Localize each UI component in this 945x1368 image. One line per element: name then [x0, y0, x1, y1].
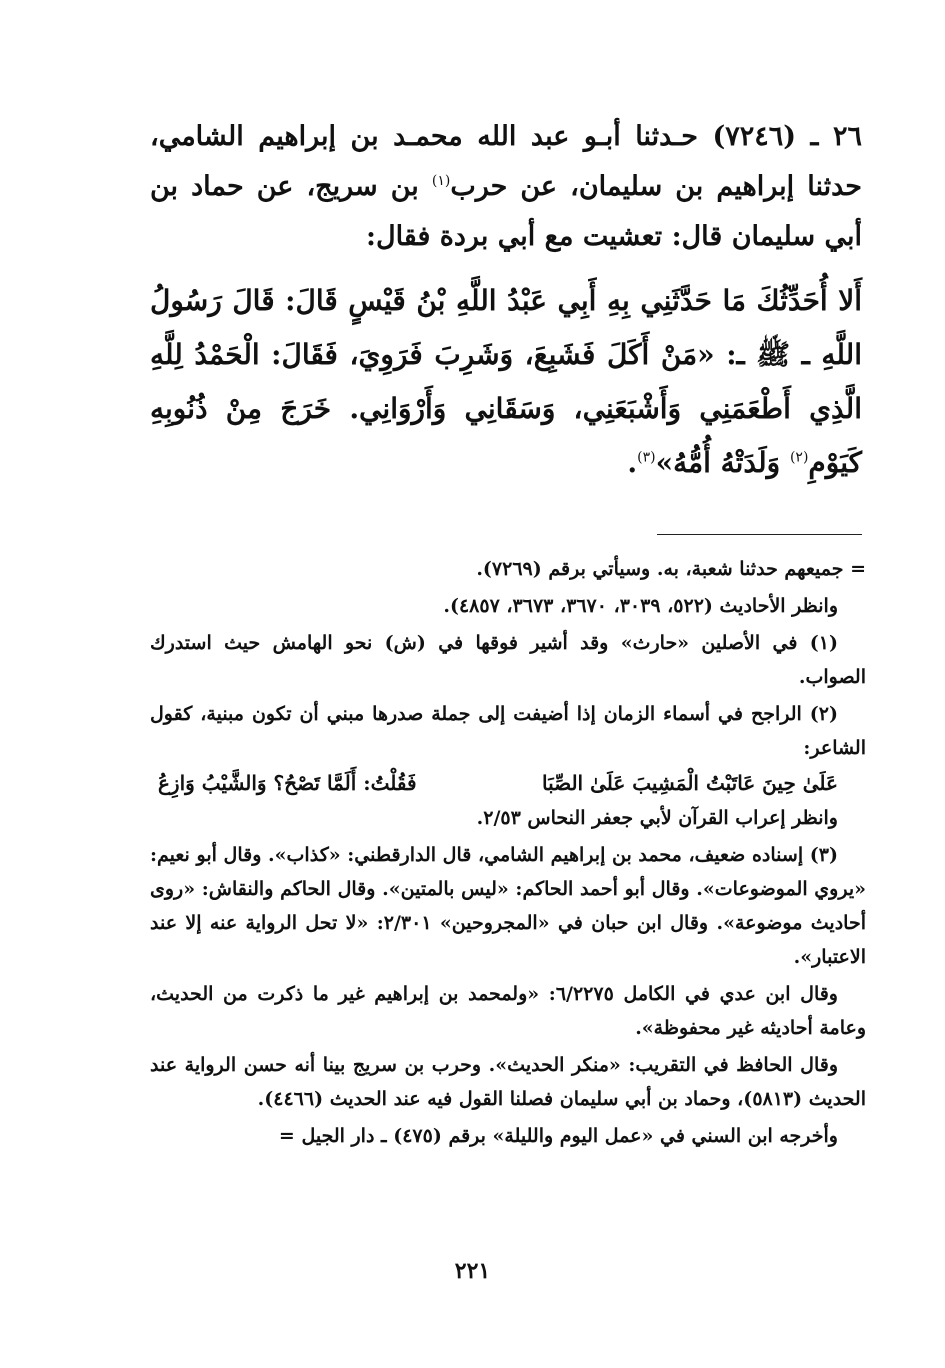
hadith-isnad: [150, 112, 862, 262]
footnote-3-ibn-sunni: وأخرجه ابن السني في «عمل اليوم والليلة» برقم (٤٧٥) ـ دار الجيل =: [278, 1125, 838, 1147]
isnad-line-2: الشامي، حدثنا إبراهيم بن سليمان، عن حرب: [150, 121, 862, 202]
footnote-3-ibn-adi: وقال ابن عدي في الكامل ٦/٢٢٧٥: «ولمحمد بن إبراهيم غير ما ذكرت من الحديث، وعامة أحاديثه غير محفوظة».: [150, 983, 866, 1039]
footnote-ref-1[interactable]: (١): [431, 173, 451, 189]
hadith-text: أَلا أُحَدِّثُكَ مَا حَدَّثَنِي بِهِ أَبِي عَبْدُ اللَّهِ بْنُ قَيْسٍ قَالَ: قَالَ رَسُولُ اللَّهِ ـ ﷺ ـ: «مَنْ أَكَلَ فَشَبِعَ، وَشَرِبَ فَرَوِيَ، فَقَالَ: الْحَمْدُ لِلَّهِ الَّذِي أَطْعَمَنِي وَأَشْبَعَنِي، وَسَقَانِي وَأَرْوَانِي. خَرَجَ مِنْ ذُنُوبِهِ كَيَوْمِ: [150, 284, 862, 479]
verse-first-hemistich: عَلَىٰ حِينَ عَاتَبْتُ الْمَشِيبَ عَلَىٰ الصِّبَا: [541, 771, 838, 795]
footnote-3-hafiz: وقال الحافظ في التقريب: «منكر الحديث». وحرب بن سريج بينا أنه حسن الرواية عند الحديث (٥٨١٣)، وحماد بن أبي سليمان فصلنا القول فيه عند الحديث (٤٤٦٦).: [150, 1054, 866, 1110]
footnote-2: (٢) الراجح في أسماء الزمان إذا أضيفت إلى جملة صدرها مبني أن تكون مبنية، كقول الشاعر:: [150, 703, 866, 759]
isnad-line-1: ٢٦ ـ (٧٢٤٦) حـدثنا أبـو عبد الله محمـد بن إبراهيم: [258, 121, 862, 152]
hadith-period: .: [627, 446, 638, 479]
hadith-matn: [150, 274, 862, 490]
footnote-continuation-refs: وانظر الأحاديث (٥٢٢، ٣٠٣٩، ٣٦٧٠، ٣٦٧٣، ٤٨٥٧).: [443, 595, 838, 617]
footnote-ref-3[interactable]: (٣): [637, 449, 656, 466]
page-number: ٢٢١: [454, 1258, 491, 1284]
footnote-separator: [657, 534, 862, 535]
hadith-text-end: وَلَدَتْهُ أُمُّهُ»: [655, 446, 790, 479]
footnote-3: (٣) إسناده ضعيف، محمد بن إبراهيم الشامي، قال الدارقطني: «كذاب». وقال أبو نعيم: «يروي الموضوعات». وقال أبو أحمد الحاكم: «ليس بالمتين». وقال الحاكم والنقاش: «روى أحاديث موضوعة». وقال ابن حبان في «المجروحين» ٢/٣٠١: «لا تحل الرواية عنه إلا عند الاعتبار».: [150, 844, 866, 968]
footnote-continuation: = جميعهم حدثنا شعبة، به. وسيأتي برقم (٧٢٦٩).: [476, 558, 866, 580]
poetry-verse: [150, 765, 866, 801]
footnotes: [150, 552, 866, 1153]
verse-second-hemistich: فَقُلْتُ: أَلَمَّا تَصْحُ؟ وَالشَّيْبُ وَازِعُ: [158, 771, 417, 795]
isnad-line-2-end: بن سريج،: [306, 171, 432, 202]
footnote-1: (١) في الأصلين «حارث» وقد أشير فوقها في (ش) نحو الهامش حيث استدرك الصواب.: [150, 632, 866, 688]
footnote-ref-2[interactable]: (٢): [789, 449, 809, 466]
page-content: [150, 112, 866, 1147]
isnad-line-3: عن حماد بن أبي سليمان قال: تعشيت مع أبي بردة فقال:: [150, 171, 862, 252]
main-text: [150, 112, 862, 490]
footnote-2-reference: وانظر إعراب القرآن لأبي جعفر النحاس ٢/٥٣.: [476, 807, 838, 829]
